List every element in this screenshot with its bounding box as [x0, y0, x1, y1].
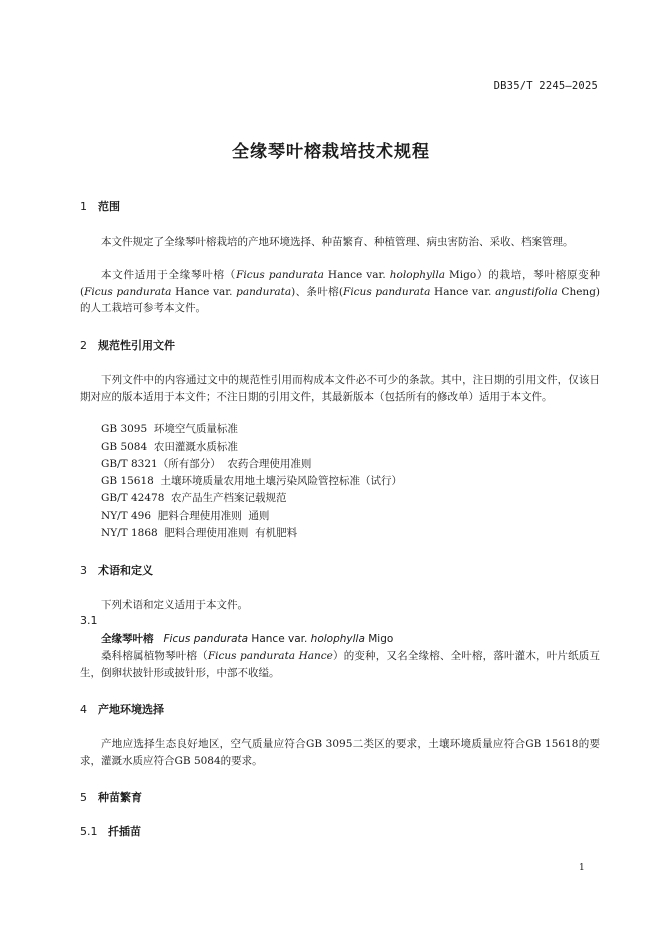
species-name: Ficus pandurata	[84, 285, 172, 298]
species-name: Ficus pandurata	[343, 285, 431, 298]
reference-item: GB/T 8321（所有部分） 农药合理使用准则	[101, 458, 312, 470]
reference-item: GB 5084 农田灌溉水质标准	[101, 441, 238, 453]
variety-name: holophylla	[389, 269, 445, 281]
reference-item: GB/T 42478 农产品生产档案记载规范	[101, 492, 287, 504]
term-definition	[80, 648, 600, 681]
section-1-paragraph-1: 本文件规定了全缘琴叶榕栽培的产地环境选择、种苗繁育、种植管理、病虫害防治、采收、档案管理。	[101, 236, 574, 248]
section-1-number: 1	[80, 200, 87, 213]
text-run: Hance var.	[171, 285, 237, 298]
text-run: )、条叶榕(	[291, 285, 344, 298]
species-name: Ficus pandurata Hance	[207, 650, 333, 662]
section-4-title: 产地环境选择	[98, 703, 164, 716]
document-number: DB35/T 2245—2025	[493, 80, 598, 92]
variety-name: angustifolia	[495, 285, 558, 298]
subsection-5-1-number: 5.1	[80, 825, 98, 838]
reference-item: GB 3095 环境空气质量标准	[101, 423, 238, 435]
species-name: Ficus pandurata	[236, 269, 324, 281]
page-number: 1	[579, 863, 585, 873]
section-2-title: 规范性引用文件	[98, 339, 175, 352]
section-2-paragraph-1: 下列文件中的内容通过文中的规范性引用而构成本文件必不可少的条款。其中，注日期的引用文件，仅该日期对应的版本适用于本文件；不注日期的引用文件，其最新版本（包括所有的修改单）适用于本文件。	[80, 374, 600, 403]
text-run: Migo）的栽培，琴叶榕原变种(	[80, 269, 601, 298]
section-5-number: 5	[80, 791, 87, 804]
section-1-heading	[80, 198, 120, 214]
section-4-paragraph-1: 产地应选择生态良好地区，空气质量应符合GB 3095二类区的要求，土壤环境质量应符合GB 15618的要求，灌溉水质应符合GB 5084的要求。	[80, 738, 600, 767]
section-5-heading	[80, 789, 142, 805]
term-entry	[101, 631, 393, 646]
section-4-heading	[80, 701, 164, 717]
variety-name: pandurata	[236, 285, 292, 298]
text-run: Hance var.	[323, 269, 390, 281]
reference-item: NY/T 496 肥料合理使用准则 通则	[101, 510, 270, 522]
term-species: Ficus pandurata	[163, 633, 249, 645]
term-variety: holophylla	[310, 633, 365, 645]
page-title: 全缘琴叶榕栽培技术规程	[232, 142, 430, 162]
section-3-number: 3	[80, 564, 87, 577]
section-2-number: 2	[80, 339, 87, 352]
text-run: Hance var.	[248, 633, 311, 645]
subsection-5-1-heading	[80, 823, 141, 839]
section-2-heading	[80, 337, 175, 353]
reference-item: GB 15618 土壤环境质量农用地土壤污染风险管控标准（试行）	[101, 475, 403, 487]
section-4-number: 4	[80, 703, 87, 716]
text-run: Migo	[364, 633, 394, 645]
text-run: ）的变种，又名全缘榕、全叶榕，落叶灌木，叶片纸质互生，倒卵状披针形或披针形，中部不收缢。	[80, 650, 600, 679]
text-run: 桑科榕属植物琴叶榕（	[101, 650, 208, 662]
text-run: 本文件适用于全缘琴叶榕（	[101, 269, 237, 281]
section-3-paragraph-1: 下列术语和定义适用于本文件。	[101, 599, 248, 611]
text-run: Hance var.	[430, 285, 496, 298]
reference-item: NY/T 1868 肥料合理使用准则 有机肥料	[101, 527, 298, 539]
section-3-heading	[80, 562, 153, 578]
section-1-paragraph-2	[80, 267, 600, 317]
text-run: Cheng)的人工栽培可参考本文件。	[80, 285, 601, 314]
term-chinese: 全缘琴叶榕	[101, 633, 154, 645]
subsection-3-1-number: 3.1	[80, 614, 98, 627]
subsection-5-1-title: 扦插苗	[108, 825, 141, 838]
section-5-title: 种苗繁育	[98, 791, 142, 804]
section-1-title: 范围	[98, 200, 120, 213]
section-3-title: 术语和定义	[98, 564, 153, 577]
